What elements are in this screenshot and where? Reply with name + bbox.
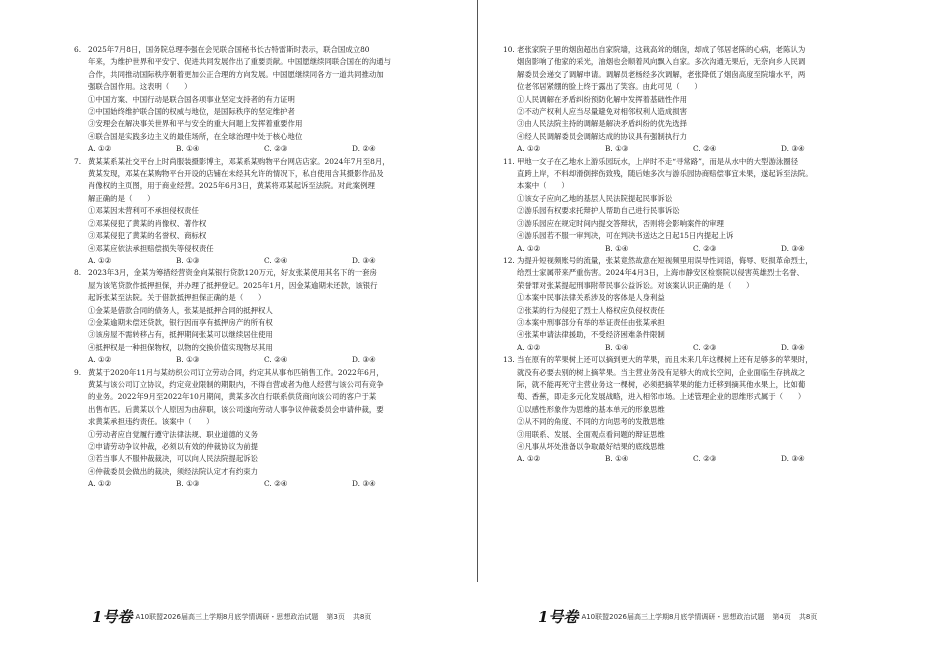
question-stem-line: 解委员会递交了调解申请。调解员老杨经多次调解，老张降低了烟囱高度至院墙水平，两 [517, 69, 806, 79]
answer-option: A. ①② [517, 144, 541, 154]
statement-item: ④联合国是实践多边主义的最佳场所，在全球治理中处于核心地位 [88, 131, 303, 141]
statement-item: ③由人民法院主持的调解是解决矛盾纠纷的优先选择 [517, 119, 687, 129]
question-stem-line: 烟囱影响了他家的采光，油烟也会顺着风向飘入自家。多次沟通无果后，无奈向乡人民调 [517, 57, 806, 67]
answer-options [74, 255, 469, 267]
footer-right [538, 608, 818, 626]
statement-item: ④张某申请法律援助，不受经济困难条件限制 [517, 330, 665, 340]
statement-item: ①人民调解在矛盾纠纷预防化解中发挥着基础性作用 [517, 94, 687, 104]
footer-page-number: 第3页 [326, 613, 345, 621]
question-stem-line: 黄某与该公司订立协议，约定竞业限制的期限内，不得自营或者为他人经营与该公司有竞争 [88, 379, 384, 389]
statement-item: ③本案中刑事部分有举的举证责任由张某承担 [517, 317, 665, 327]
answer-options [503, 143, 875, 155]
question-number: 13. [503, 355, 515, 365]
statement-item: ④抵押权是一种担保物权，以物的交换价值实现物尽其用 [88, 342, 273, 352]
footer-exam-title: A10联盟2026届高三上学期8月底学情调研・思想政治试题 [135, 613, 319, 621]
answer-options [503, 243, 875, 255]
question-stem-line [74, 367, 469, 379]
question-stem-text: 当在原有的苹果树上还可以摘到更大的苹果，而且未来几年这棵树上还有足够多的苹果时， [517, 355, 813, 365]
question-number: 12. [503, 255, 515, 265]
statement-item: ②不动产权利人应当尽量避免对相邻权利人造成损害 [517, 107, 687, 117]
statement-item: ①金某是借款合同的债务人，张某是抵押合同的抵押权人 [88, 305, 273, 315]
question-stem-line: 黄某发现，邓某在某购物平台开设的店铺在未经其允许的情况下，私自使用含其摄影作品及 [88, 169, 384, 179]
question-stem-line [74, 156, 469, 168]
question-number: 11. [503, 156, 515, 166]
statement-item: ②申请劳动争议仲裁，必须以有效的仲裁协议为前提 [88, 442, 258, 451]
answer-option: C. ②④ [264, 255, 288, 265]
question-block [74, 267, 469, 366]
question-stem-line: 本案中（ ） [517, 181, 569, 191]
answer-option: B. ①③ [605, 144, 629, 154]
answer-option: A. ①② [88, 144, 112, 154]
answer-option: D. ③④ [781, 144, 805, 154]
answer-option: A. ①② [88, 255, 112, 265]
question-stem-text: 甲地一女子在乙地水上游乐园玩水，上岸时不走“寻常路”，而是从水中的大型游泳圈径 [517, 156, 799, 166]
statement-item: ①邓某因未营利可不承担侵权责任 [88, 206, 199, 216]
question-stem-line: 合作，共同推动国际秩序朝着更加公正合理的方向发展。中国愿继续同各方一道共同推动加 [88, 69, 384, 79]
answer-option: C. ②④ [264, 355, 288, 365]
statement-item: ④经人民调解委员会调解达成的协议具有强制执行力 [517, 131, 687, 141]
statement-item: ①本案中民事法律关系涉及的客体是人身利益 [517, 293, 665, 303]
answer-options [74, 354, 469, 366]
question-stem-line: 际，就不能再死守主营业务这一棵树，必须把摘苹果的能力迁移到摘其他水果上，比如葡 [517, 379, 806, 389]
question-stem-line: 给烈士家属带来严重伤害。2024年4月3日，上海市静安区检察院以侵害英雄烈士名誉、 [517, 268, 804, 278]
question-stem-text: 老张家院子里的烟囱超出自家院墙，这栽高耸的烟囱，却成了邻居老陈的心病，老陈认为 [517, 45, 806, 54]
question-number: 6. [74, 45, 82, 54]
answer-option: D. ③④ [781, 342, 805, 352]
answer-option: D. ③④ [352, 255, 376, 265]
question-number: 8. [74, 268, 82, 278]
statement-item: ②金某逾期未偿还贷款，银行因而享有抵押房产的所有权 [88, 317, 273, 327]
footer-left [92, 608, 372, 626]
question-stem-line: 肖像权的主页图，用于商业经营。2025年6月3日，黄某将邓某起诉至法院。对此案例理 [88, 181, 375, 191]
answer-option: D. ③④ [352, 355, 376, 365]
answer-option: D. ③④ [352, 479, 376, 489]
left-page-column [74, 44, 469, 491]
question-stem-line [503, 44, 875, 56]
question-stem-text: 2025年7月8日，国务院总理李强在会见联合国秘书长古特雷斯时表示，联合国成立80 [88, 45, 370, 54]
answer-options [74, 478, 469, 490]
question-stem-line: 求黄某承担违约责任。该案中（ ） [88, 417, 214, 427]
statement-item: ③该房屋不需转移占有，抵押期间张某可以继续居住使用 [88, 330, 273, 340]
question-stem-line: 起诉张某至法院。关于借款抵押担保正确的是（ ） [88, 293, 266, 303]
question-block [503, 255, 875, 354]
question-stem-line [503, 156, 875, 168]
question-block [503, 156, 875, 255]
question-stem-line: 就没有必要去别的树上摘苹果。当主营业务没有足够大的成长空间，企业面临生存挑战之 [517, 367, 806, 377]
statement-item: ②从不同的角度、不同的方向思考的发散思维 [517, 417, 665, 427]
question-stem-text: 黄某某系某社交平台上时尚服装摄影博主，邓某系某购物平台网店店家。2024年7月至8月， [88, 156, 390, 166]
answer-option: B. ①④ [605, 342, 629, 352]
answer-option: B. ①③ [176, 479, 200, 489]
question-stem-line: 位老邻居紧绷的脸上终于露出了笑容。由此可见（ ） [517, 82, 702, 92]
statement-item: ①以感性形象作为思维的基本单元的形象思维 [517, 404, 665, 414]
answer-option: B. ①③ [176, 255, 200, 265]
answer-option: C. ②③ [693, 342, 717, 352]
statement-item: ②邓某侵犯了黄某的肖像权、著作权 [88, 218, 207, 228]
answer-option: A. ①② [517, 243, 541, 253]
statement-item: ②张某的行为侵犯了烈士人格权应负侵权责任 [517, 305, 665, 315]
statement-item: ③用联系、发展、全面观点看问题的辩证思维 [517, 429, 665, 439]
page-divider [477, 0, 478, 582]
answer-option: C. ②③ [264, 144, 288, 154]
question-stem-line [503, 354, 875, 366]
answer-option: B. ①④ [605, 454, 629, 464]
statement-item: ③游乐园应在规定时间内提交答辩状，否则将会影响案件的审理 [517, 218, 724, 228]
answer-option: C. ②③ [693, 454, 717, 464]
answer-option: C. ②④ [264, 479, 288, 489]
statement-item: ③安理会在解决事关世界和平与安全的重大问题上发挥着重要作用 [88, 119, 303, 129]
question-number: 7. [74, 156, 82, 166]
footer-page-number: 第4页 [772, 613, 791, 621]
answer-options [503, 453, 875, 465]
question-block [74, 367, 469, 491]
statement-item: ④仲裁委员会做出的裁决，须经法院认定才有约束力 [88, 466, 258, 476]
question-block [74, 44, 469, 156]
question-stem-line: 年来，为维护世界和平安宁、促进共同发展作出了重要贡献。中国愿继续同联合国在的沟通与 [88, 57, 392, 67]
answer-option: D. ③④ [781, 243, 805, 253]
question-stem-line: 的业务。2022年9月至2022年10月期间，黄某多次自行联系供货商向该公司的客户于某 [88, 392, 377, 402]
right-page-column [503, 44, 875, 466]
question-stem-line: 直跨上岸，不料却滑倒摔伤致残，随后她多次与游乐园协商赔偿事宜未果，遂起诉至法院。 [517, 169, 813, 179]
question-block [503, 354, 875, 466]
statement-item: ①劳动者应自觉履行遵守法律法规、职业道德的义务 [88, 429, 258, 439]
statement-item: ④邓某应依法承担赔偿损失等侵权责任 [88, 243, 214, 253]
statement-item: ①该女子应向乙地的基层人民法院提起民事诉讼 [517, 193, 673, 203]
question-block [503, 44, 875, 156]
question-number: 9. [74, 367, 82, 377]
answer-option: A. ①② [88, 479, 112, 489]
question-stem-text: 2023年3月，金某为筹措经营资金向某银行贷款120万元，好友张某使用其名下的一套房 [88, 268, 377, 278]
question-stem-line: 出售布匹。后黄某以个人原因为由辞职，该公司遂向劳动人事争议仲裁委员会申请仲裁，要 [88, 404, 384, 414]
question-stem-line: 萄、香蕉，即走多元化发展战略，进入相邻市场。上述管理企业的思维形式属于（ ） [517, 392, 806, 402]
question-stem-text: 为提升短视频账号的流量，张某竟然故意在短视频里用误导性词语，侮辱、贬损革命烈士， [517, 255, 813, 265]
footer-page-total: 共8页 [352, 613, 372, 621]
statement-item: ③若当事人不服仲裁裁决，可以向人民法院提起诉讼 [88, 454, 258, 464]
question-block [74, 156, 469, 268]
question-stem-line [74, 44, 469, 56]
question-stem-line: 解正确的是（ ） [88, 193, 155, 203]
question-number: 10. [503, 45, 515, 54]
question-stem-text: 黄某于2020年11月与某纺织公司订立劳动合同，约定其从事布匹销售工作。2022年6月， [88, 367, 384, 377]
answer-option: B. ①④ [176, 144, 200, 154]
answer-option: D. ②④ [352, 144, 376, 154]
statement-item: ④凡事从坏处准备以争取最好结果的底线思维 [517, 442, 665, 451]
question-stem-line: 荣誉罪对张某提起刑事附带民事公益诉讼。对该案认识正确的是（ ） [517, 280, 754, 290]
answer-option: A. ①② [88, 355, 112, 365]
footer-exam-title: A10联盟2026届高三上学期8月底学情调研・思想政治试题 [581, 613, 765, 621]
footer-page-total: 共8页 [798, 613, 818, 621]
statement-item: ②游乐园有权要求托辩护人帮助自己进行民事诉讼 [517, 206, 680, 216]
answer-option: B. ①④ [605, 243, 629, 253]
answer-option: D. ③④ [781, 454, 805, 464]
question-stem-line [503, 255, 875, 267]
brand-logo: 1号卷 [92, 608, 133, 626]
statement-item: ②中国始终维护联合国的权威与地位，是国际秩序的坚定维护者 [88, 107, 295, 117]
answer-option: A. ①② [517, 342, 541, 352]
answer-option: C. ②③ [693, 243, 717, 253]
answer-option: A. ①② [517, 454, 541, 464]
statement-item: ④游乐园若不服一审判决，可在判决书送达之日起15日内提起上诉 [517, 231, 734, 241]
brand-logo: 1号卷 [538, 608, 579, 626]
question-stem-line [74, 267, 469, 279]
statement-item: ③邓某侵犯了黄某的名誉权、商标权 [88, 231, 207, 241]
answer-option: C. ②④ [693, 144, 717, 154]
statement-item: ①中国方案、中国行动是联合国各项事业坚定支持者的有力证明 [88, 94, 295, 104]
question-stem-line: 强联合国作用。这表明（ ） [88, 82, 192, 92]
answer-options [503, 342, 875, 354]
question-stem-line: 屋为该笔贷款作抵押担保，并办理了抵押登记。2025年1月，因金某逾期未还款，该银行 [88, 280, 378, 290]
answer-options [74, 143, 469, 155]
answer-option: B. ①③ [176, 355, 200, 365]
